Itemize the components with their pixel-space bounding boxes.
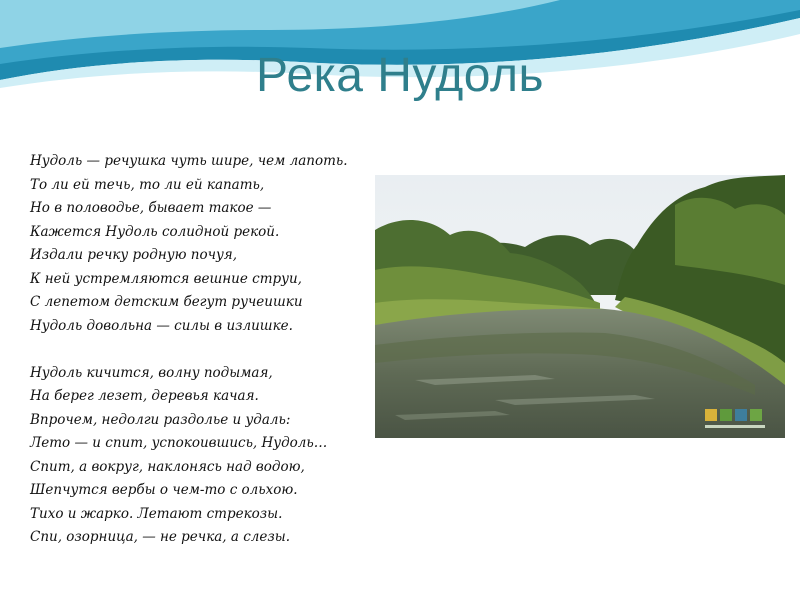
tree-icon: [750, 409, 762, 421]
stanza-gap: [30, 338, 400, 362]
poem-line: Тихо и жарко. Летают стрекозы.: [30, 505, 283, 522]
poem: [30, 150, 400, 550]
poem-line: То ли ей течь, то ли ей капать,: [30, 176, 265, 193]
page-title: Река Нудоль: [256, 49, 544, 102]
tree-icon: [720, 409, 732, 421]
poem-line: На берег лезет, деревья качая.: [30, 388, 259, 404]
tree-icon: [735, 409, 747, 421]
poem-line: К ней устремляются вешние струи,: [30, 270, 302, 287]
poem-line: Кажется Нудоль солидной рекой.: [30, 223, 280, 240]
poem-line: Издали речку родную почуя,: [30, 247, 238, 263]
poem-line: Нудоль кичится, волну подымая,: [30, 364, 273, 381]
poem-line: Спит, а вокруг, наклонясь над водою,: [30, 458, 305, 475]
watermark-logo: [705, 409, 765, 428]
river-photo: [375, 175, 785, 438]
poem-line: Лето — и спит, успокоившись, Нудоль…: [30, 435, 328, 451]
poem-line: Нудоль довольна — силы в излишке.: [30, 317, 293, 334]
tree-icon: [705, 409, 717, 421]
poem-line: Шепчутся вербы о чем-то с ольхою.: [30, 482, 298, 498]
poem-line: Нудоль — речушка чуть шире, чем лапоть.: [30, 153, 348, 169]
poem-line: Спи, озорница, — не речка, а слезы.: [30, 529, 291, 545]
poem-line: Впрочем, недолги раздолье и удаль:: [30, 411, 291, 428]
poem-line: Но в половодье, бывает такое —: [30, 200, 272, 216]
poem-line: С лепетом детским бегут ручеишки: [30, 294, 303, 310]
